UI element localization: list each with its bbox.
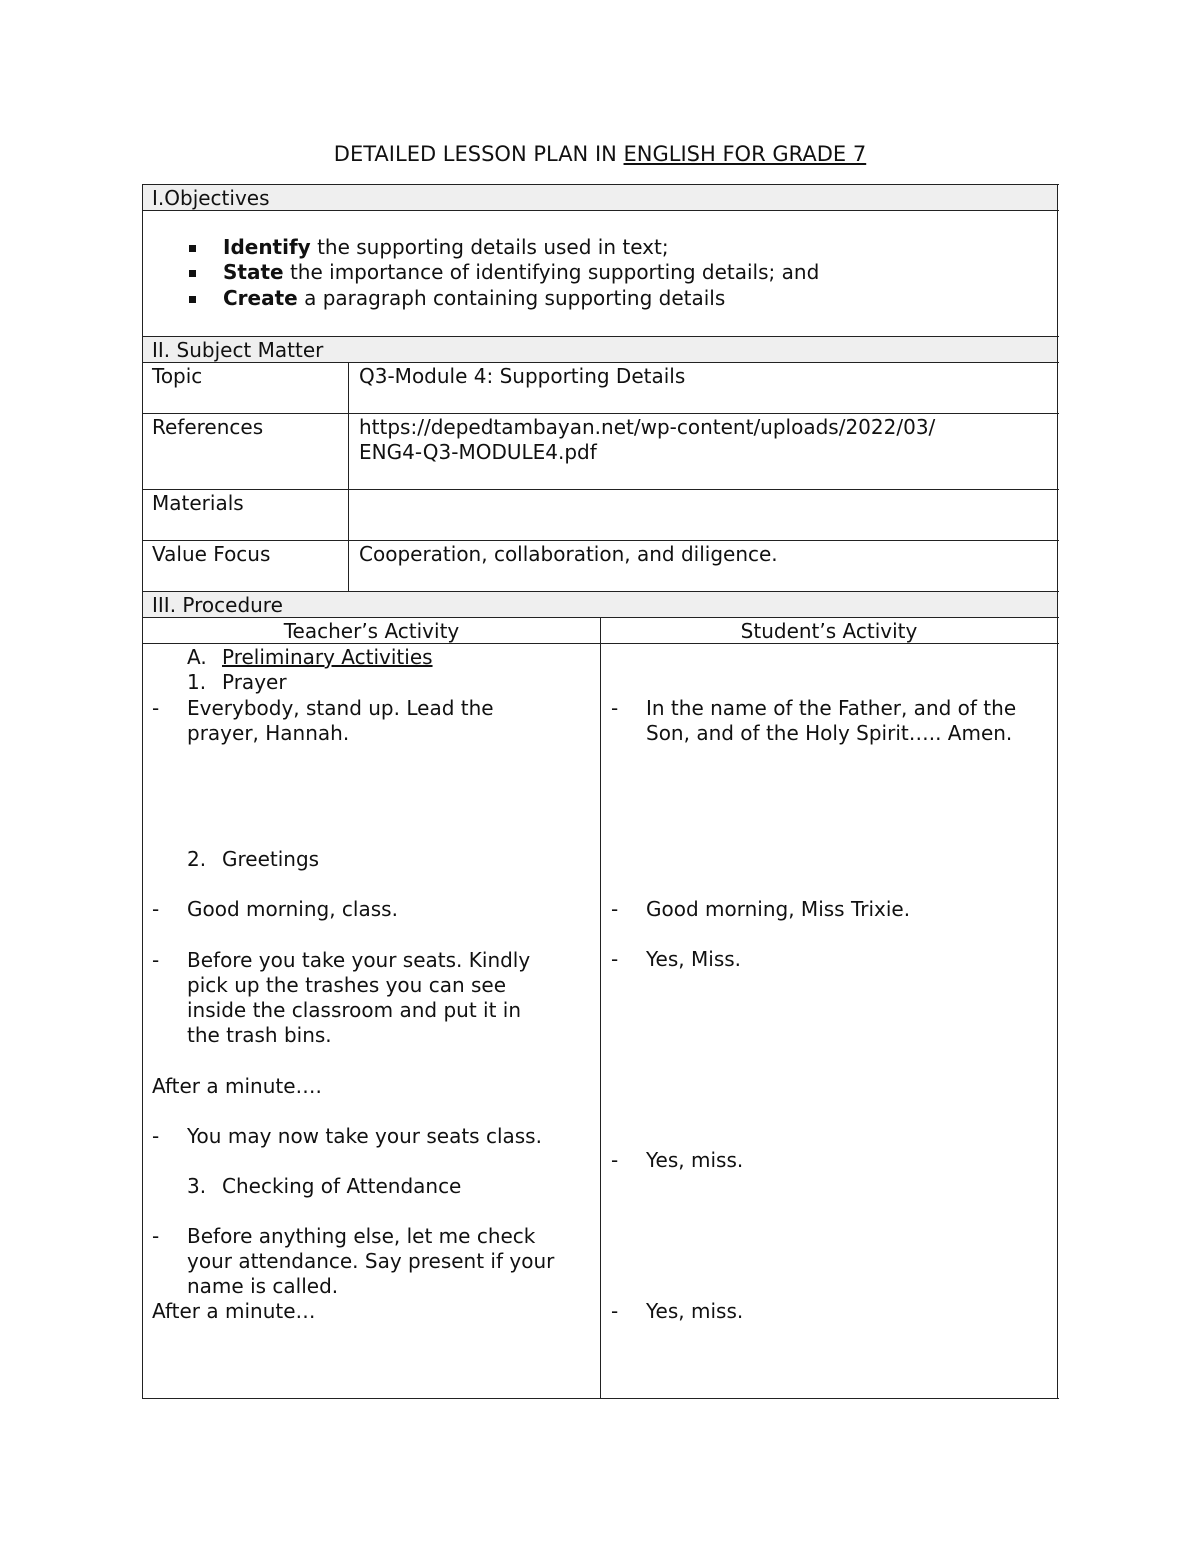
step-2-title: Greetings — [222, 847, 320, 871]
step-1-number: 1. — [187, 670, 207, 694]
student-prayer-line-1: In the name of the Father, and of the — [646, 696, 1017, 720]
step-3-number: 3. — [187, 1174, 207, 1198]
student-activity-header: Student’s Activity — [740, 619, 918, 643]
references-value-line-1: https://depedtambayan.net/wp-content/uploads/2022/03/ — [359, 415, 936, 439]
topic-label: Topic — [152, 364, 203, 388]
dash-marker: - — [611, 897, 619, 921]
teacher-attendance-line-1: Before anything else, let me check — [187, 1224, 536, 1248]
procedure-heading: III. Procedure — [152, 593, 283, 617]
title-subject: ENGLISH FOR GRADE 7 — [623, 142, 867, 166]
dash-marker: - — [152, 696, 160, 720]
topic-value: Q3-Module 4: Supporting Details — [359, 364, 686, 388]
materials-label: Materials — [152, 491, 244, 515]
step-3-title: Checking of Attendance — [222, 1174, 462, 1198]
bullet-icon — [189, 270, 196, 277]
references-label: References — [152, 415, 264, 439]
objective-item-1: Identify the supporting details used in text; — [223, 235, 669, 259]
dash-marker: - — [611, 1299, 619, 1323]
bullet-icon — [189, 296, 196, 303]
objectives-header-band — [143, 185, 1058, 211]
objective-item-2: State the importance of identifying supporting details; and — [223, 260, 820, 284]
section-a-title: Preliminary Activities — [222, 645, 433, 669]
value-focus-value: Cooperation, collaboration, and diligence. — [359, 542, 778, 566]
teacher-attendance-line-2: your attendance. Say present if your — [187, 1249, 555, 1273]
title-prefix: DETAILED LESSON PLAN IN — [333, 142, 624, 166]
value-focus-label: Value Focus — [152, 542, 271, 566]
dash-marker: - — [611, 947, 619, 971]
dash-marker: - — [611, 696, 619, 720]
student-greeting: Good morning, Miss Trixie. — [646, 897, 911, 921]
step-2-number: 2. — [187, 847, 207, 871]
dash-marker: - — [152, 897, 160, 921]
student-trash-reply: Yes, Miss. — [646, 947, 742, 971]
references-value-line-2: ENG4-Q3-MODULE4.pdf — [359, 440, 597, 464]
dash-marker: - — [152, 948, 160, 972]
dash-marker: - — [152, 1124, 160, 1148]
step-1-title: Prayer — [222, 670, 287, 694]
after-a-minute-2: After a minute… — [152, 1299, 316, 1323]
teacher-attendance-line-3: name is called. — [187, 1274, 339, 1298]
teacher-prayer-line-1: Everybody, stand up. Lead the — [187, 696, 494, 720]
teacher-activity-header: Teacher’s Activity — [283, 619, 460, 643]
bullet-icon — [189, 245, 196, 252]
after-a-minute-1: After a minute…. — [152, 1074, 322, 1098]
teacher-trash-line-2: pick up the trashes you can see — [187, 973, 507, 997]
teacher-trash-line-1: Before you take your seats. Kindly — [187, 948, 531, 972]
objective-item-3: Create a paragraph containing supporting details — [223, 286, 726, 310]
teacher-prayer-line-2: prayer, Hannah. — [187, 721, 350, 745]
document-title — [0, 141, 1200, 167]
subject-matter-heading: II. Subject Matter — [152, 338, 324, 362]
teacher-trash-line-4: the trash bins. — [187, 1023, 332, 1047]
student-seats-reply: Yes, miss. — [646, 1148, 744, 1172]
teacher-greeting: Good morning, class. — [187, 897, 398, 921]
teacher-trash-line-3: inside the classroom and put it in — [187, 998, 522, 1022]
teacher-seats: You may now take your seats class. — [187, 1124, 542, 1148]
dash-marker: - — [611, 1148, 619, 1172]
objectives-heading: I.Objectives — [152, 186, 270, 210]
student-attendance-reply: Yes, miss. — [646, 1299, 744, 1323]
section-a-letter: A. — [187, 645, 207, 669]
dash-marker: - — [152, 1224, 160, 1248]
student-prayer-line-2: Son, and of the Holy Spirit….. Amen. — [646, 721, 1013, 745]
